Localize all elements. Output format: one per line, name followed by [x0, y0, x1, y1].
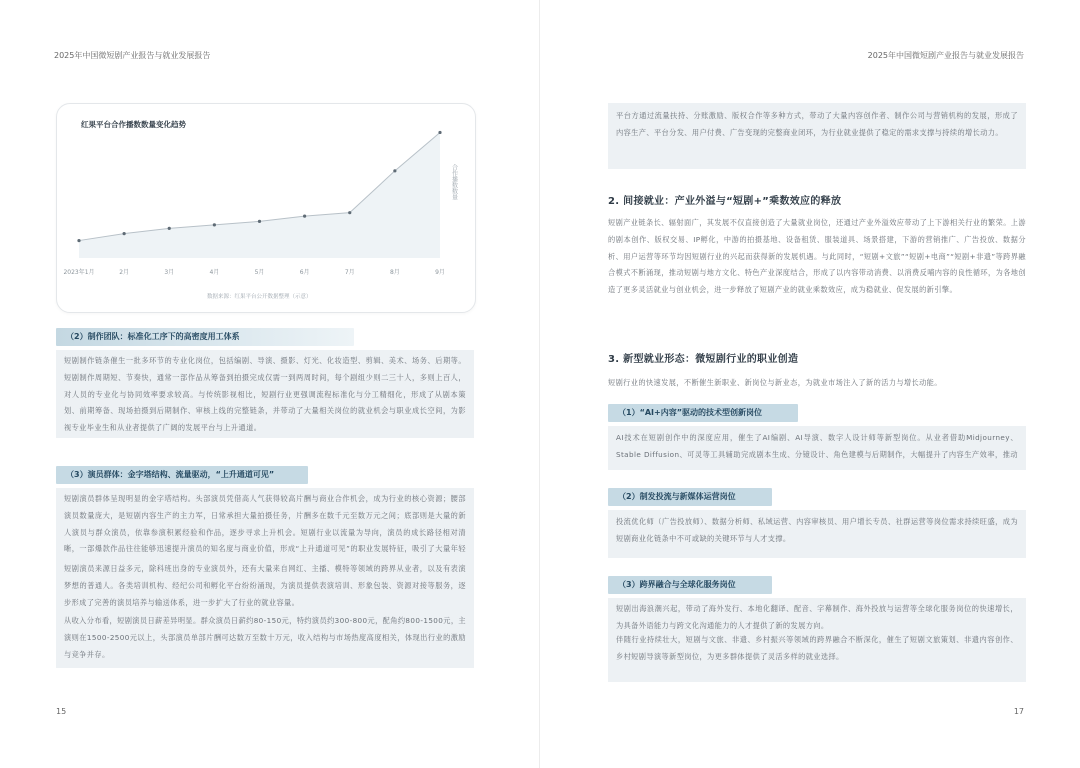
- chart-point-4: [213, 223, 216, 226]
- chart-x-tick-5: 5月: [254, 269, 265, 276]
- section-text-ai-content: AI技术在短剧创作中的深度应用，催生了AI编剧、AI导演、数字人设计师等新型岗位。从业者借助Midjourney、Stable Diffusion、可灵等工具辅助完成剧本生成、分镜设计、角色建模与后期制作，大幅提升了内容生产效率，推动: [616, 433, 1018, 459]
- chart-x-tick-2: 2月: [119, 269, 130, 276]
- section-label-ai-content: （1）“AI+内容”驱动的技术型创新岗位: [608, 404, 798, 422]
- chart-point-7: [348, 211, 351, 214]
- chart-point-3: [168, 227, 171, 230]
- chart-x-tick-7: 7月: [344, 269, 355, 276]
- intro-box-text: 平台方通过流量扶持、分账激励、版权合作等多种方式，带动了大量内容创作者、制作公司与营销机构的发展，形成了内容生产、平台分发、用户付费、广告变现的完整商业闭环，为行业就业提供了稳定的需求支撑与持续的增长动力。: [616, 111, 1018, 137]
- chart-point-6: [303, 215, 306, 218]
- chart-title: 红果平台合作播数数量变化趋势: [81, 120, 186, 129]
- page-number: 17: [1013, 707, 1024, 716]
- page-number: 15: [56, 707, 67, 716]
- chart-x-tick-6: 6月: [299, 269, 310, 276]
- section-label-cross-border: （3）跨界融合与全球化服务岗位: [608, 576, 772, 594]
- section-text-cross-border-2: 伴随行业持续壮大，短剧与文旅、非遗、乡村振兴等领域的跨界融合不断深化，催生了短剧文旅策划、非遗内容创作、乡村短剧导演等新型岗位，为更多群体提供了灵活多样的就业选择。: [616, 635, 1018, 661]
- section-text-actors-1: 短剧演员群体呈现明显的金字塔结构。头部演员凭借高人气获得较高片酬与商业合作机会，成为行业的核心资源；腰部演员数量庞大，是短剧内容生产的主力军，日常承担大量拍摄任务，片酬多在数千元至数万元之间；底部则是大量的新人演员与群众演员，依靠参演积累经验和作品，逐步寻求上升机会。短剧行业以流量为导向，演员的成长路径相对清晰，一部爆款作品往往能够迅速提升演员的知名度与商业价值，形成“上升通道可见”的职业发展特征，吸引了大量年轻: [64, 494, 466, 554]
- text-new-employment-intro: 短剧行业的快速发展，不断催生新职业、新岗位与新业态，为就业市场注入了新的活力与增长动能。: [608, 378, 942, 387]
- chart-point-9: [438, 131, 441, 134]
- chart-area: [79, 132, 440, 258]
- section-text-actors-2: 短剧演员来源日益多元，除科班出身的专业演员外，还有大量来自网红、主播、模特等领域的跨界从业者，以及有表演梦想的普通人。各类培训机构、经纪公司和孵化平台纷纷涌现，为演员提供表演培训、形象包装、资源对接等服务，逐步形成了完善的演员培养与输送体系，进一步扩大了行业的就业容量。: [64, 564, 466, 607]
- chart-point-5: [258, 220, 261, 223]
- section-text-actors-3: 从收入分布看，短剧演员日薪差异明显。群众演员日薪约80-150元，特约演员约300-800元，配角约800-1500元，主演则在1500-2500元以上，头部演员单部片酬可达数万至数十万元，收入结构与市场热度高度相关，体现出行业的激励与竞争并存。: [64, 616, 466, 659]
- text-indirect-employment: 短剧产业链条长、辐射面广，其发展不仅直接创造了大量就业岗位，还通过产业外溢效应带动了上下游相关行业的繁荣。上游的剧本创作、版权交易、IP孵化，中游的拍摄基地、设备租赁、服装道具、场景搭建，下游的营销推广、广告投放、数据分析、用户运营等环节均因短剧行业的兴起而获得新的发展机遇。与此同时，“短剧+文旅”“短剧+电商”“短剧+非遗”等跨界融合模式不断涌现，推动短剧与地方文化、特色产业深度结合，形成了以内容带动消费、以消费反哺内容的良性循环，为各地创造了更多灵活就业与创业机会，进一步释放了短剧产业的就业乘数效应，成为稳就业、促发展的新引擎。: [608, 218, 1026, 295]
- chart-x-tick-3: 3月: [164, 269, 175, 276]
- chart-x-tick-1: 2023年1月: [63, 269, 95, 276]
- chart-x-tick-8: 8月: [389, 269, 400, 276]
- running-header: 2025年中国微短剧产业报告与就业发展报告: [54, 51, 211, 60]
- chart-card: [56, 103, 476, 313]
- section-text-production-team: 短剧制作链条催生一批多环节的专业化岗位，包括编剧、导演、摄影、灯光、化妆造型、剪辑、美术、场务、后期等。短剧制作周期短、节奏快，通常一部作品从筹备到拍摄完成仅需一到两周时间，每个剧组少则二三十人，多则上百人，对人员的专业化与协同效率要求较高。与传统影视相比，短剧行业更强调流程标准化与分工精细化，形成了从剧本策划、前期筹备、现场拍摄到后期制作、审核上线的完整链条，并带动了大量相关岗位的就业机会与职业成长空间，为影视专业毕业生和从业者提供了广阔的发展平台与上升通道。: [64, 356, 466, 433]
- section-label-distribution: （2）制发投流与新媒体运营岗位: [608, 488, 772, 506]
- chart-x-tick-4: 4月: [209, 269, 220, 276]
- chart-point-8: [393, 169, 396, 172]
- section-text-cross-border-1: 短剧出海浪潮兴起，带动了海外发行、本地化翻译、配音、字幕制作、海外投放与运营等全球化服务岗位的快速增长，为具备外语能力与跨文化沟通能力的人才提供了新的发展方向。: [616, 604, 1018, 630]
- chart-caption: 数据来源：红果平台公开数据整理（示意）: [207, 294, 312, 300]
- chart-x-tick-9: 9月: [435, 269, 445, 276]
- chart-y-label: 合作播数数量: [450, 164, 458, 200]
- right-page: [540, 0, 1080, 768]
- section-label-production-team: （2）制作团队：标准化工序下的高密度用工体系: [56, 328, 354, 346]
- section-label-actors: （3）演员群体：金字塔结构、流量驱动，“上升通道可见”: [56, 466, 308, 484]
- line-chart: [57, 104, 475, 312]
- chart-point-2: [123, 232, 126, 235]
- section-text-distribution: 投流优化师（广告投放师）、数据分析师、私域运营、内容审核员、用户增长专员、社群运营等岗位需求持续旺盛，成为短剧商业化链条中不可或缺的关键环节与人才支撑。: [616, 517, 1018, 543]
- running-header: 2025年中国微短剧产业报告与就业发展报告: [867, 51, 1024, 60]
- chart-point-1: [77, 239, 80, 242]
- heading-indirect-employment: 2. 间接就业：产业外溢与“短剧+”乘数效应的释放: [608, 196, 842, 207]
- heading-new-employment: 3. 新型就业形态：微短剧行业的职业创造: [608, 354, 799, 365]
